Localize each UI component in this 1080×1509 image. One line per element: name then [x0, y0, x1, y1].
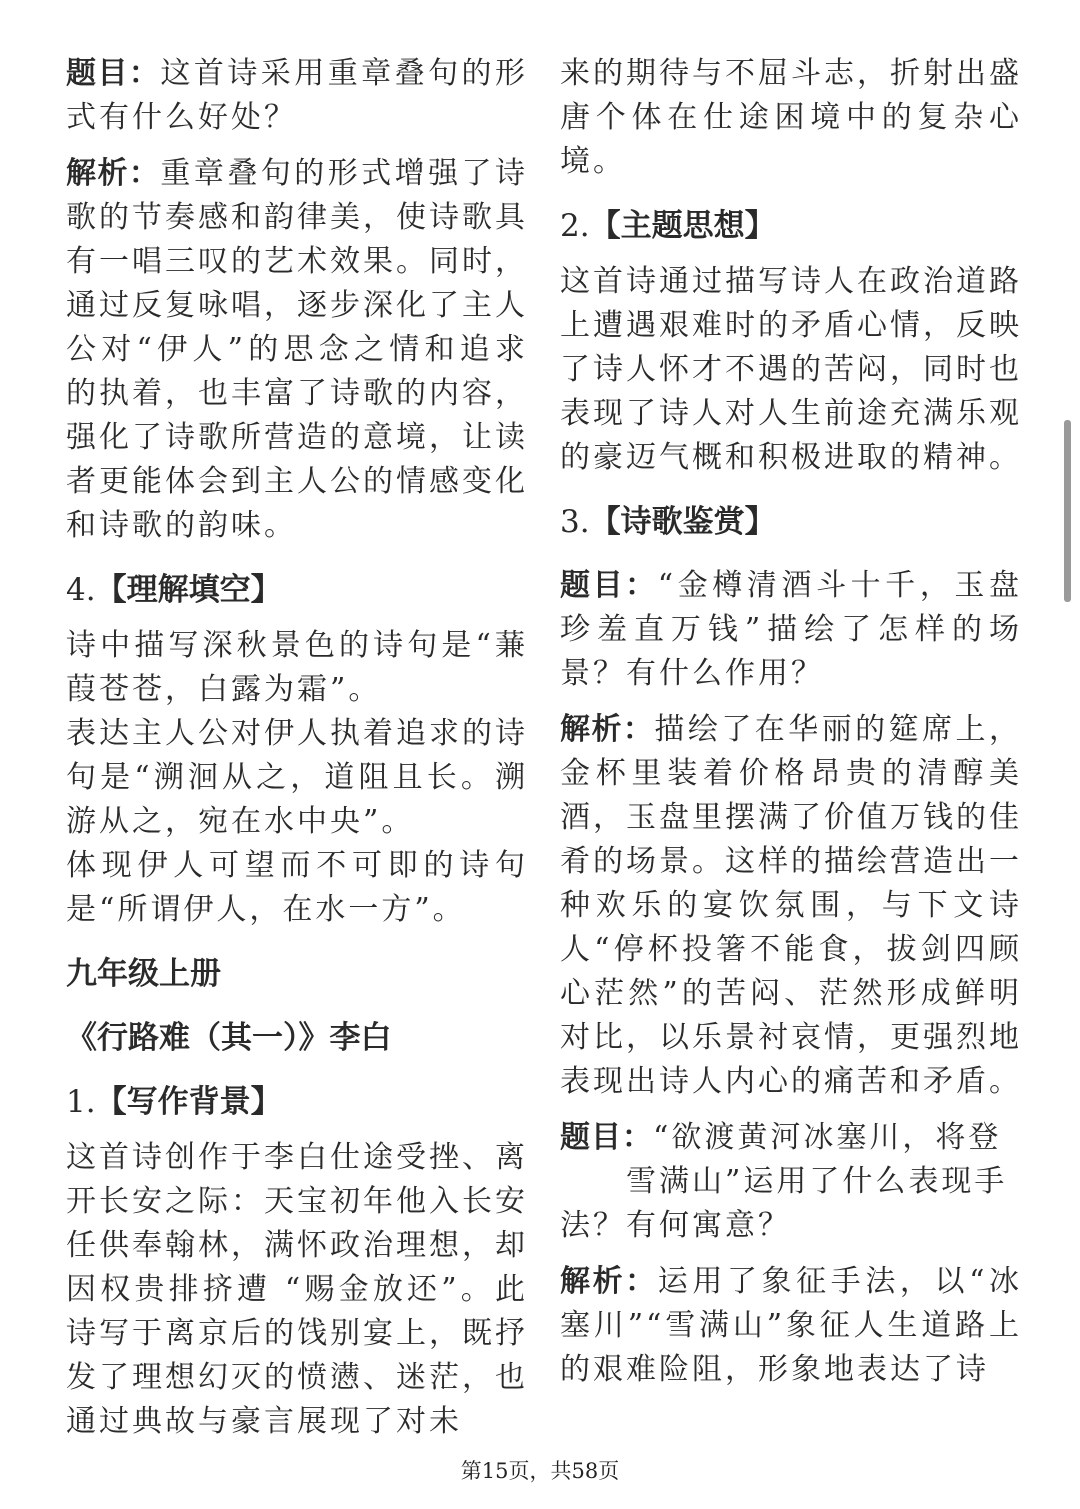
- fill-answer-1: 诗中描写深秋景色的诗句是“蒹葭苍苍，白露为霜”。: [66, 628, 528, 707]
- question-1: [66, 52, 528, 140]
- analysis-label: 解析：: [560, 1264, 658, 1299]
- question-label: 题目：: [560, 568, 658, 603]
- grade-heading: 九年级上册: [66, 956, 221, 992]
- poem-title: 《行路难（其一）》李白: [66, 1020, 392, 1056]
- left-column: [66, 52, 528, 1444]
- right-column: [560, 52, 1022, 1392]
- question-text: “金樽清酒斗十千，玉盘珍羞直万钱”描绘了怎样的场景？有什么作用？: [560, 568, 1023, 691]
- section-heading-appreciation: 3.【诗歌鉴赏】: [560, 504, 776, 540]
- question-text: 这首诗采用重章叠句的形式有什么好处？: [66, 56, 529, 135]
- question-label: 题目：: [66, 56, 161, 91]
- question-text-line1: “欲渡黄河冰塞川，将登: [653, 1120, 1002, 1155]
- analysis-text: 描绘了在华丽的筵席上，金杯里装着价格昂贵的清醇美酒，玉盘里摆满了价值万钱的佳肴的场景。这样的描绘营造出一种欢乐的宴饮氛围，与下文诗人“停杯投箸不能食，拔剑四顾心茫然”的苦闷、茫然形成鲜明对比，以乐景衬哀情，更强烈地表现出诗人内心的痛苦和矛盾。: [560, 712, 1023, 1099]
- analysis-text: 重章叠句的形式增强了诗歌的节奏感和韵律美，使诗歌具有一唱三叹的艺术效果。同时，通过反复咏唱，逐步深化了主人公对“伊人”的思念之情和追求的执着，也丰富了诗歌的内容，强化了诗歌所营造的意境，让读者更能体会到主人公的情感变化和诗歌的韵味。: [66, 156, 529, 543]
- analysis-2: [560, 708, 1022, 1104]
- analysis-3: [560, 1260, 1022, 1392]
- analysis-label: 解析：: [560, 712, 655, 747]
- section-heading-fill-blank: 4.【理解填空】: [66, 572, 282, 608]
- fill-answer-2: 表达主人公对伊人执着追求的诗句是“溯洄从之，道阻且长。溯游从之，宛在水中央”。: [66, 716, 528, 839]
- question-2: [560, 564, 1022, 696]
- background-continued: 来的期待与不屈斗志，折射出盛唐个体在仕途困境中的复杂心境。: [560, 56, 1022, 179]
- theme-text: 这首诗通过描写诗人在政治道路上遭遇艰难时的矛盾心情，反映了诗人怀才不遇的苦闷，同时也表现了诗人对人生前途充满乐观的豪迈气概和积极进取的精神。: [560, 264, 1022, 475]
- scrollbar-thumb[interactable]: [1064, 420, 1071, 602]
- fill-answer-3: 体现伊人可望而不可即的诗句是“所谓伊人，在水一方”。: [66, 848, 528, 927]
- question-3-line3: 法？有何寓意？: [560, 1208, 791, 1243]
- page-footer: 第15页，共58页: [460, 1459, 620, 1483]
- section-heading-theme: 2.【主题思想】: [560, 208, 776, 244]
- question-3-line2: 雪满山”运用了什么表现手: [626, 1164, 1008, 1199]
- analysis-label: 解析：: [66, 156, 161, 191]
- analysis-text: 运用了象征手法，以“冰塞川”“雪满山”象征人生道路上的艰难险阻，形象地表达了诗: [560, 1264, 1023, 1387]
- question-label: 题目：: [560, 1120, 653, 1155]
- background-text: 这首诗创作于李白仕途受挫、离开长安之际：天宝初年他入长安任供奉翰林，满怀政治理想，却因权贵排挤遭 “赐金放还”。此诗写于离京后的饯别宴上，既抒发了理想幻灭的愤懑、迷茫，也通过典故与豪言展现了对未: [66, 1140, 528, 1439]
- analysis-1: [66, 152, 528, 548]
- question-3: [560, 1116, 1022, 1160]
- section-heading-background: 1.【写作背景】: [66, 1084, 282, 1120]
